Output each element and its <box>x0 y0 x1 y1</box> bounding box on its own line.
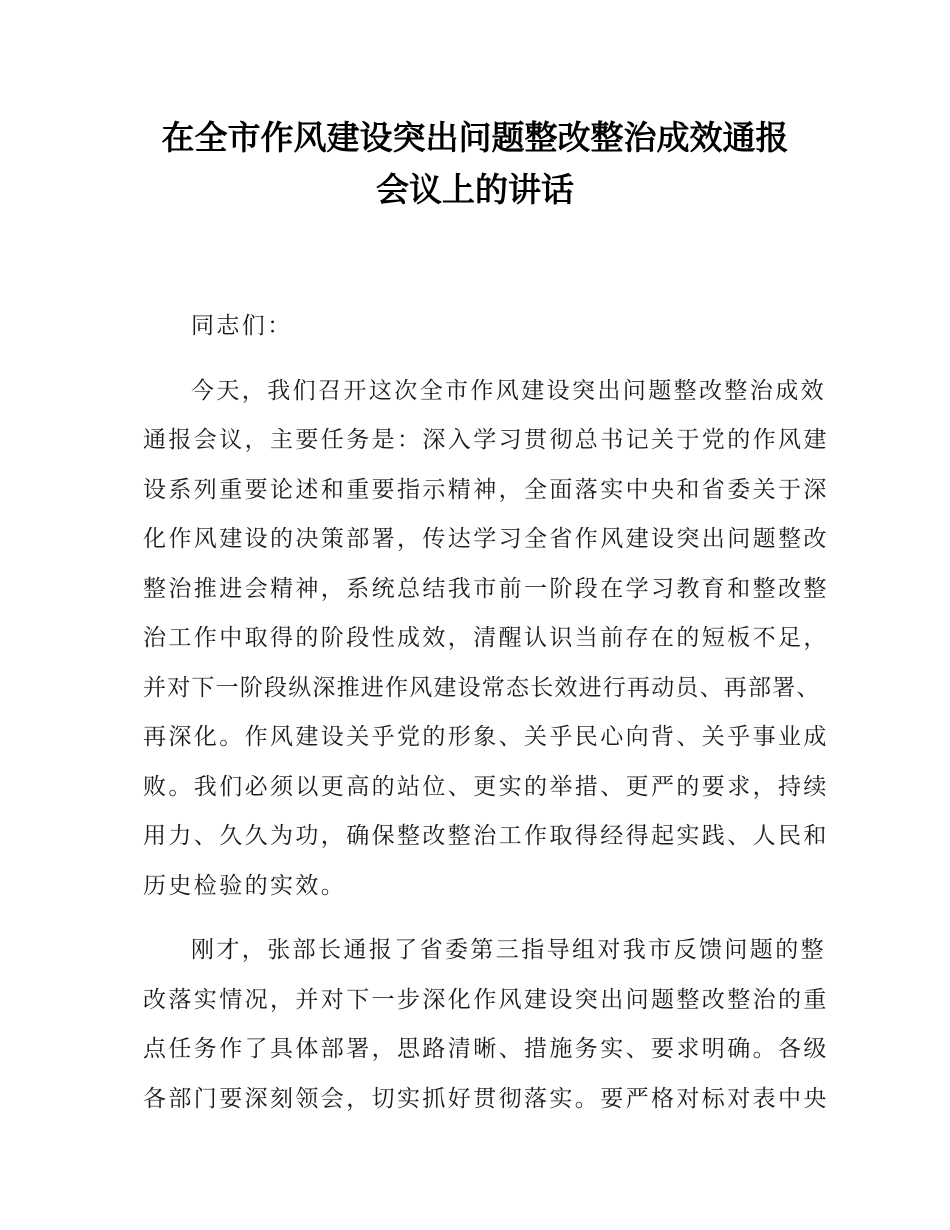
paragraph-line: 化作风建设的决策部署，传达学习全省作风建设突出问题整改 <box>143 526 829 552</box>
paragraph-line: 历史检验的实效。 <box>143 872 347 899</box>
title-line-2: 会议上的讲话 <box>376 170 574 209</box>
paragraph-line: 再深化。作风建设关乎党的形象、关乎民心向背、关乎事业成 <box>143 724 829 750</box>
paragraph-line: 败。我们必须以更高的站位、更实的举措、更严的要求，持续 <box>143 773 829 800</box>
paragraph-line: 整治推进会精神，系统总结我市前一阶段在学习教育和整改整 <box>143 575 829 602</box>
paragraph-line: 点任务作了具体部署，思路清晰、措施务实、要求明确。各级 <box>143 1036 829 1062</box>
paragraph-line: 设系列重要论述和重要指示精神，全面落实中央和省委关于深 <box>143 476 829 503</box>
paragraph-line: 并对下一阶段纵深推进作风建设常态长效进行再动员、再部署、 <box>143 674 821 701</box>
paragraph-line: 用力、久久为功，确保整改整治工作取得经得起实践、人民和 <box>143 823 829 849</box>
paragraph-line: 改落实情况，并对下一步深化作风建设突出问题整改整治的重 <box>143 986 829 1013</box>
document-title <box>0 112 950 216</box>
paragraph-line: 治工作中取得的阶段性成效，清醒认识当前存在的短板不足， <box>143 625 829 651</box>
document-body <box>143 302 829 1139</box>
paragraph-line: 今天，我们召开这次全市作风建设突出问题整改整治成效 <box>191 377 826 404</box>
paragraph-line: 刚才，张部长通报了省委第三指导组对我市反馈问题的整 <box>191 937 826 963</box>
paragraph-line: 通报会议，主要任务是：深入学习贯彻总书记关于党的作风建 <box>143 427 829 453</box>
paragraph-line: 各部门要深刻领会，切实抓好贯彻落实。要严格对标对表中央 <box>143 1085 829 1112</box>
title-line-1: 在全市作风建设突出问题整改整治成效通报 <box>161 118 789 157</box>
paragraph-2 <box>143 926 829 1124</box>
paragraph-1 <box>143 367 829 912</box>
greeting: 同志们： <box>191 313 293 339</box>
